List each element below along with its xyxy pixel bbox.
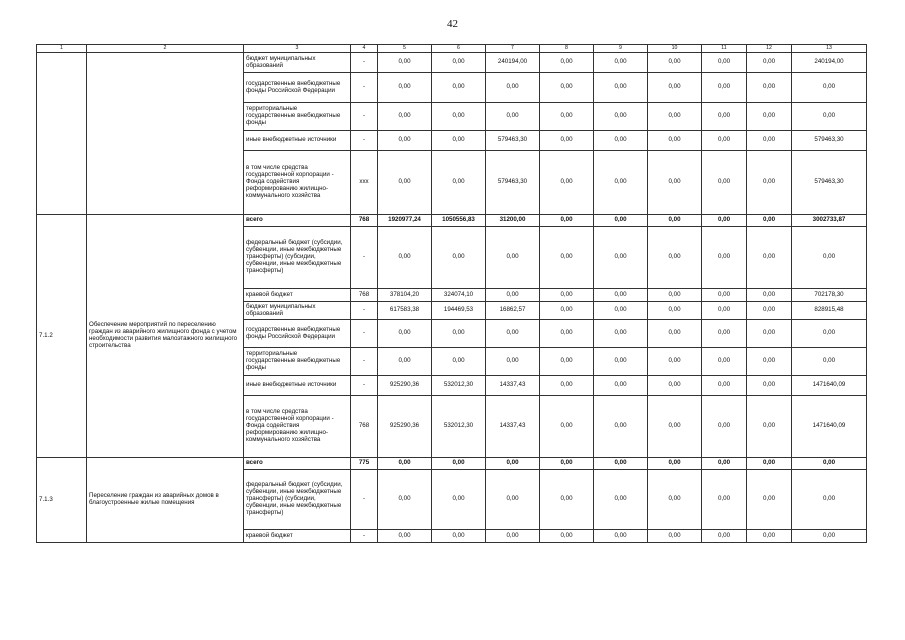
value-cell: 617583,38	[378, 302, 432, 320]
budget-code: -	[351, 376, 378, 396]
value-cell: 240194,00	[792, 53, 867, 73]
funding-source: бюджет муниципальных образований	[244, 302, 351, 320]
value-cell: 0,00	[648, 302, 702, 320]
value-cell: 0,00	[792, 348, 867, 376]
value-cell: 240194,00	[486, 53, 540, 73]
value-cell: 0,00	[594, 320, 648, 348]
value-cell: 925290,36	[378, 376, 432, 396]
value-cell: 702178,30	[792, 289, 867, 302]
funding-source: территориальные государственные внебюджетные фонды	[244, 103, 351, 131]
value-cell: 0,00	[540, 103, 594, 131]
value-cell: 0,00	[540, 376, 594, 396]
value-cell: 0,00	[432, 530, 486, 543]
value-cell: 0,00	[648, 470, 702, 530]
item-code	[37, 53, 87, 215]
value-cell: 0,00	[594, 227, 648, 289]
value-cell: 0,00	[648, 458, 702, 470]
value-cell: 579463,30	[486, 131, 540, 151]
value-cell: 0,00	[540, 348, 594, 376]
value-cell: 378104,20	[378, 289, 432, 302]
budget-code: 775	[351, 458, 378, 470]
value-cell: 0,00	[486, 73, 540, 103]
value-cell: 0,00	[792, 73, 867, 103]
value-cell: 0,00	[378, 227, 432, 289]
value-cell: 0,00	[540, 289, 594, 302]
value-cell: 0,00	[594, 396, 648, 458]
value-cell: 14337,43	[486, 396, 540, 458]
table-row	[37, 458, 867, 470]
value-cell: 0,00	[486, 530, 540, 543]
value-cell: 0,00	[486, 289, 540, 302]
value-cell: 0,00	[540, 470, 594, 530]
value-cell: 0,00	[792, 530, 867, 543]
value-cell: 579463,30	[792, 131, 867, 151]
value-cell: 0,00	[747, 470, 792, 530]
value-cell: 0,00	[747, 151, 792, 215]
item-name: Переселение граждан из аварийных домов в благоустроенные жилые помещения	[87, 458, 244, 543]
value-cell: 0,00	[378, 103, 432, 131]
budget-code: -	[351, 530, 378, 543]
value-cell: 0,00	[486, 470, 540, 530]
column-header: 4	[351, 45, 378, 53]
budget-code: -	[351, 53, 378, 73]
value-cell: 0,00	[432, 73, 486, 103]
budget-code: 768	[351, 289, 378, 302]
value-cell: 0,00	[540, 73, 594, 103]
value-cell: 0,00	[747, 289, 792, 302]
value-cell: 0,00	[747, 348, 792, 376]
column-header: 12	[747, 45, 792, 53]
budget-code: -	[351, 320, 378, 348]
value-cell: 0,00	[594, 103, 648, 131]
value-cell: 0,00	[747, 53, 792, 73]
value-cell: 0,00	[702, 131, 747, 151]
value-cell: 0,00	[702, 227, 747, 289]
value-cell: 0,00	[594, 53, 648, 73]
budget-code: xxx	[351, 151, 378, 215]
value-cell: 0,00	[594, 376, 648, 396]
column-header: 9	[594, 45, 648, 53]
table-row	[37, 215, 867, 227]
value-cell: 0,00	[648, 131, 702, 151]
budget-code: -	[351, 131, 378, 151]
page-number: 42	[447, 18, 458, 30]
value-cell: 0,00	[594, 302, 648, 320]
funding-source: в том числе средства государственной корпорации - Фонда содействия реформированию жилищно-коммунального хозяйства	[244, 151, 351, 215]
value-cell: 1471640,09	[792, 376, 867, 396]
value-cell: 0,00	[540, 131, 594, 151]
value-cell: 0,00	[486, 458, 540, 470]
value-cell: 0,00	[540, 302, 594, 320]
value-cell: 0,00	[702, 376, 747, 396]
value-cell: 0,00	[594, 151, 648, 215]
value-cell: 0,00	[648, 103, 702, 131]
value-cell: 0,00	[747, 320, 792, 348]
value-cell: 0,00	[648, 215, 702, 227]
header-row	[37, 45, 867, 53]
value-cell: 0,00	[594, 131, 648, 151]
value-cell: 0,00	[702, 470, 747, 530]
value-cell: 0,00	[540, 320, 594, 348]
value-cell: 0,00	[648, 151, 702, 215]
value-cell: 0,00	[540, 458, 594, 470]
value-cell: 0,00	[702, 151, 747, 215]
column-header: 13	[792, 45, 867, 53]
item-code: 7.1.3	[37, 458, 87, 543]
value-cell: 0,00	[702, 348, 747, 376]
value-cell: 0,00	[378, 53, 432, 73]
value-cell: 0,00	[432, 131, 486, 151]
item-name: Обеспечение мероприятий по переселению граждан из аварийного жилищного фонда с учетом необходимости развития малоэтажного жилищного строительства	[87, 215, 244, 458]
column-header: 6	[432, 45, 486, 53]
value-cell: 579463,30	[486, 151, 540, 215]
value-cell: 0,00	[378, 131, 432, 151]
value-cell: 0,00	[792, 458, 867, 470]
value-cell: 532012,30	[432, 396, 486, 458]
value-cell: 0,00	[594, 458, 648, 470]
value-cell: 0,00	[702, 215, 747, 227]
value-cell: 194469,53	[432, 302, 486, 320]
value-cell: 0,00	[540, 215, 594, 227]
value-cell: 925290,36	[378, 396, 432, 458]
budget-code: -	[351, 73, 378, 103]
value-cell: 3002733,87	[792, 215, 867, 227]
funding-source: иные внебюджетные источники	[244, 131, 351, 151]
value-cell: 0,00	[702, 289, 747, 302]
value-cell: 0,00	[594, 348, 648, 376]
value-cell: 0,00	[432, 458, 486, 470]
value-cell: 0,00	[540, 53, 594, 73]
value-cell: 0,00	[747, 458, 792, 470]
value-cell: 0,00	[747, 376, 792, 396]
value-cell: 0,00	[594, 289, 648, 302]
value-cell: 0,00	[747, 530, 792, 543]
column-header: 7	[486, 45, 540, 53]
value-cell: 0,00	[792, 103, 867, 131]
column-header: 8	[540, 45, 594, 53]
value-cell: 324074,10	[432, 289, 486, 302]
value-cell: 0,00	[747, 227, 792, 289]
value-cell: 0,00	[702, 103, 747, 131]
value-cell: 0,00	[594, 470, 648, 530]
value-cell: 0,00	[378, 458, 432, 470]
value-cell: 0,00	[702, 530, 747, 543]
value-cell: 0,00	[747, 396, 792, 458]
value-cell: 0,00	[432, 103, 486, 131]
value-cell: 0,00	[378, 530, 432, 543]
funding-source: территориальные государственные внебюджетные фонды	[244, 348, 351, 376]
value-cell: 0,00	[594, 73, 648, 103]
value-cell: 0,00	[540, 530, 594, 543]
funding-source: всего	[244, 458, 351, 470]
value-cell: 532012,30	[432, 376, 486, 396]
value-cell: 0,00	[702, 73, 747, 103]
value-cell: 828915,48	[792, 302, 867, 320]
value-cell: 0,00	[648, 348, 702, 376]
value-cell: 0,00	[648, 289, 702, 302]
item-name	[87, 53, 244, 215]
value-cell: 0,00	[378, 151, 432, 215]
value-cell: 0,00	[432, 348, 486, 376]
column-header: 5	[378, 45, 432, 53]
value-cell: 0,00	[648, 227, 702, 289]
value-cell: 31200,00	[486, 215, 540, 227]
budget-code: -	[351, 227, 378, 289]
funding-source: федеральный бюджет (субсидии, субвенции, иные межбюджетные трансферты) (субсидии, субвенции, иные межбюджетные трансферты)	[244, 227, 351, 289]
funding-source: в том числе средства государственной корпорации - Фонда содействия реформированию жилищно-коммунального хозяйства	[244, 396, 351, 458]
column-header: 11	[702, 45, 747, 53]
value-cell: 1050556,83	[432, 215, 486, 227]
column-header: 3	[244, 45, 351, 53]
value-cell: 0,00	[540, 151, 594, 215]
table-row	[37, 53, 867, 73]
value-cell: 0,00	[747, 73, 792, 103]
value-cell: 0,00	[747, 103, 792, 131]
value-cell: 0,00	[540, 227, 594, 289]
value-cell: 0,00	[432, 151, 486, 215]
item-code: 7.1.2	[37, 215, 87, 458]
value-cell: 0,00	[432, 470, 486, 530]
funding-source: государственные внебюджетные фонды Российской Федерации	[244, 320, 351, 348]
table-body	[37, 53, 867, 543]
value-cell: 0,00	[648, 376, 702, 396]
value-cell: 0,00	[648, 396, 702, 458]
value-cell: 0,00	[648, 73, 702, 103]
value-cell: 0,00	[648, 320, 702, 348]
funding-source: всего	[244, 215, 351, 227]
value-cell: 1920977,24	[378, 215, 432, 227]
value-cell: 0,00	[378, 73, 432, 103]
value-cell: 0,00	[702, 302, 747, 320]
budget-code: -	[351, 470, 378, 530]
value-cell: 0,00	[594, 530, 648, 543]
value-cell: 0,00	[792, 470, 867, 530]
value-cell: 0,00	[378, 470, 432, 530]
budget-code: 768	[351, 396, 378, 458]
value-cell: 0,00	[747, 215, 792, 227]
value-cell: 579463,30	[792, 151, 867, 215]
funding-source: государственные внебюджетные фонды Российской Федерации	[244, 73, 351, 103]
value-cell: 0,00	[702, 458, 747, 470]
value-cell: 0,00	[486, 227, 540, 289]
value-cell: 0,00	[648, 530, 702, 543]
value-cell: 0,00	[432, 227, 486, 289]
value-cell: 0,00	[486, 348, 540, 376]
value-cell: 0,00	[432, 320, 486, 348]
value-cell: 16862,57	[486, 302, 540, 320]
value-cell: 0,00	[378, 320, 432, 348]
column-header: 10	[648, 45, 702, 53]
value-cell: 0,00	[747, 302, 792, 320]
value-cell: 0,00	[432, 53, 486, 73]
value-cell: 0,00	[702, 53, 747, 73]
value-cell: 0,00	[486, 320, 540, 348]
value-cell: 0,00	[792, 227, 867, 289]
budget-code: -	[351, 103, 378, 131]
funding-source: федеральный бюджет (субсидии, субвенции, иные межбюджетные трансферты) (субсидии, субвенции, иные межбюджетные трансферты)	[244, 470, 351, 530]
value-cell: 0,00	[378, 348, 432, 376]
value-cell: 14337,43	[486, 376, 540, 396]
column-header: 2	[87, 45, 244, 53]
budget-code: -	[351, 302, 378, 320]
value-cell: 0,00	[747, 131, 792, 151]
budget-code: -	[351, 348, 378, 376]
funding-source: краевой бюджет	[244, 289, 351, 302]
value-cell: 0,00	[792, 320, 867, 348]
value-cell: 0,00	[594, 215, 648, 227]
budget-code: 768	[351, 215, 378, 227]
value-cell: 0,00	[540, 396, 594, 458]
funding-source: бюджет муниципальных образований	[244, 53, 351, 73]
value-cell: 1471640,09	[792, 396, 867, 458]
value-cell: 0,00	[648, 53, 702, 73]
value-cell: 0,00	[486, 103, 540, 131]
value-cell: 0,00	[702, 396, 747, 458]
funding-source: краевой бюджет	[244, 530, 351, 543]
column-header: 1	[37, 45, 87, 53]
value-cell: 0,00	[702, 320, 747, 348]
budget-table	[36, 44, 867, 543]
funding-source: иные внебюджетные источники	[244, 376, 351, 396]
